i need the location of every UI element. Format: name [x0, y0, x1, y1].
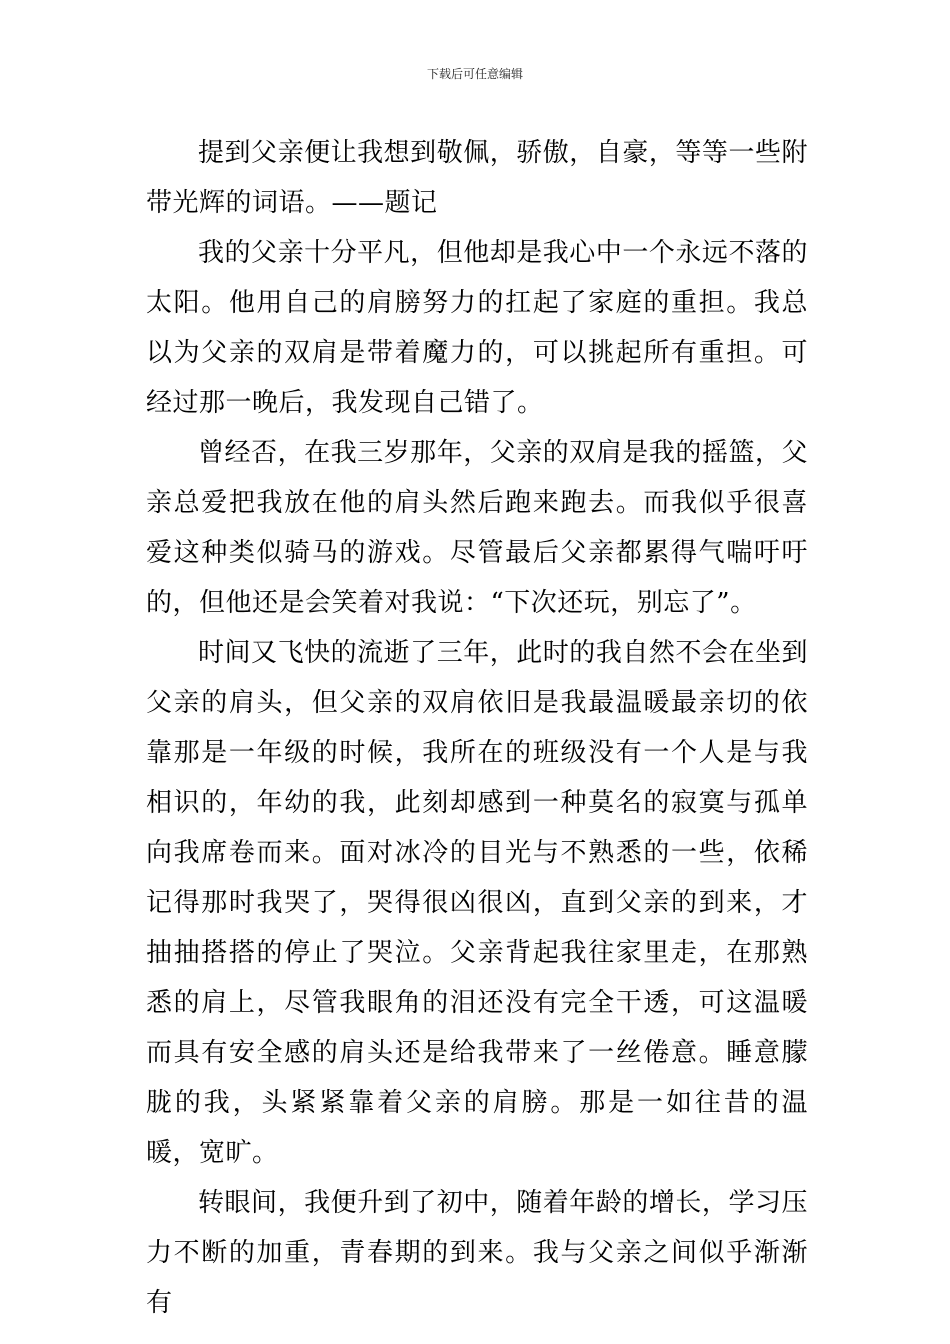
page-header: 下载后可任意编辑	[426, 67, 523, 81]
document-body	[146, 128, 808, 1328]
paragraph: 时间又飞快的流逝了三年，此时的我自然不会在坐到父亲的肩头，但父亲的双肩依旧是我最温暖最亲切的依靠那是一年级的时候，我所在的班级没有一个人是与我相识的，年幼的我，此刻却感到一种莫名的寂寞与孤单向我席卷而来。面对冰冷的目光与不熟悉的一些，依稀记得那时我哭了，哭得很凶很凶，直到父亲的到来，才抽抽搭搭的停止了哭泣。父亲背起我往家里走，在那熟悉的肩上，尽管我眼角的泪还没有完全干透，可这温暖而具有安全感的肩头还是给我带来了一丝倦意。睡意朦胧的我，头紧紧靠着父亲的肩膀。那是一如往昔的温暖，宽旷。	[146, 638, 808, 1168]
paragraph: 我的父亲十分平凡，但他却是我心中一个永远不落的太阳。他用自己的肩膀努力的扛起了家庭的重担。我总以为父亲的双肩是带着魔力的，可以挑起所有重担。可经过那一晚后，我发现自己错了。	[146, 238, 808, 418]
paragraph: 曾经否，在我三岁那年，父亲的双肩是我的摇篮，父亲总爱把我放在他的肩头然后跑来跑去。而我似乎很喜爱这种类似骑马的游戏。尽管最后父亲都累得气喘吁吁的，但他还是会笑着对我说：“下次还玩，别忘了”。	[146, 438, 808, 618]
paragraph-epigraph: 提到父亲便让我想到敬佩，骄傲，自豪，等等一些附带光辉的词语。——题记	[146, 138, 808, 218]
paragraph: 转眼间，我便升到了初中，随着年龄的增长，学习压力不断的加重，青春期的到来。我与父亲之间似乎渐渐有	[146, 1188, 808, 1318]
